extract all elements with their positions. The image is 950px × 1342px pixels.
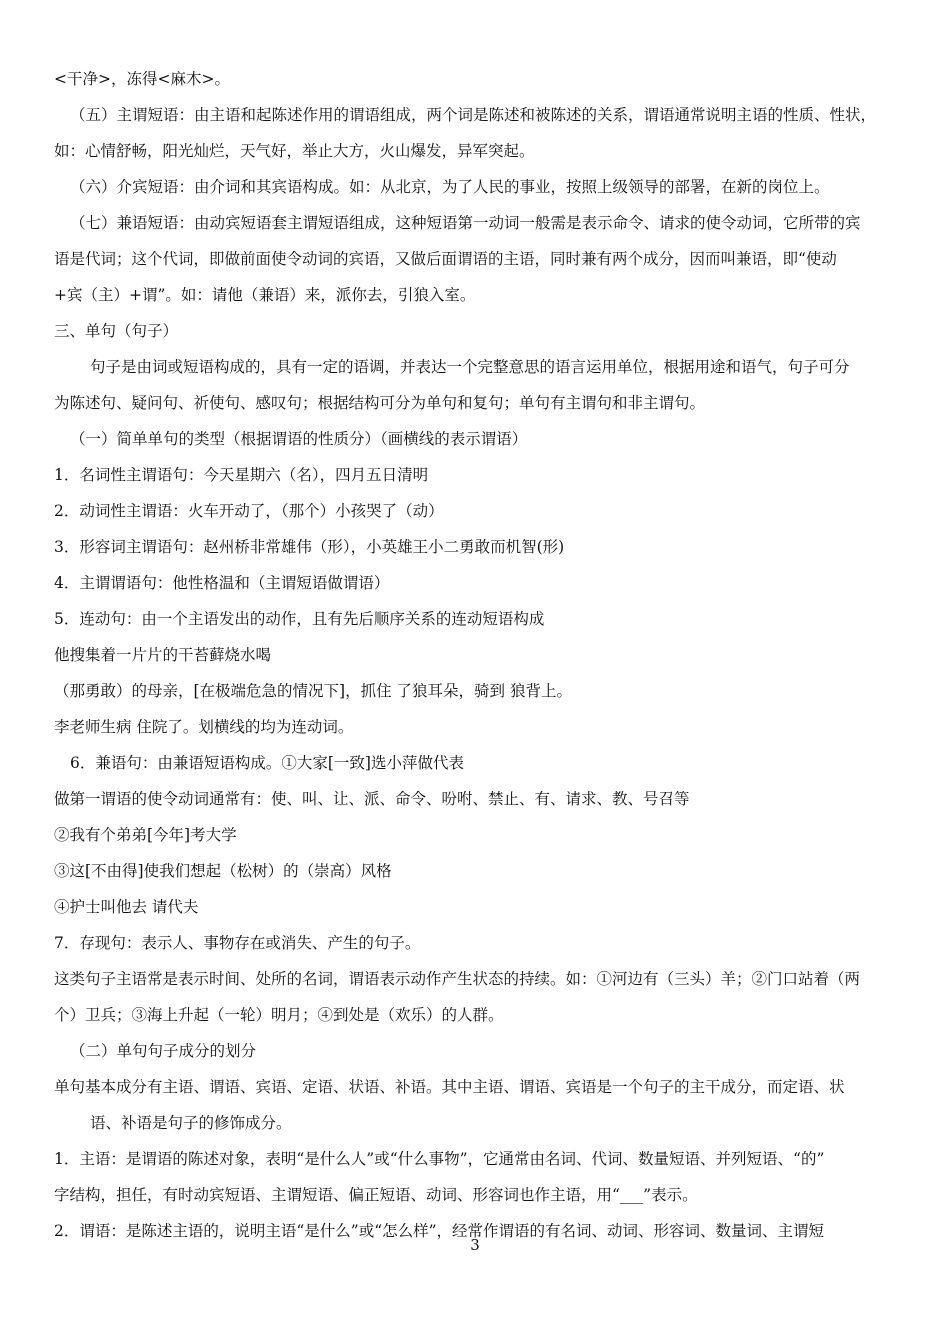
text-line: 为陈述句、疑问句、祈使句、感叹句；根据结构可分为单句和复句；单句有主谓句和非主谓句。 (54, 394, 706, 412)
text-line: 1．主语：是谓语的陈述对象，表明“是什么人”或“什么事物”，它通常由名词、代词、数量短语、并列短语、“的” (54, 1150, 825, 1168)
page-number: 3 (470, 1236, 480, 1254)
text-line: ③这[不由得]使我们想起（松树）的（崇高）风格 (54, 862, 392, 880)
text-line: （六）介宾短语：由介词和其宾语构成。如：从北京，为了人民的事业，按照上级领导的部署，在新的岗位上。 (70, 178, 830, 196)
text-line: 做第一谓语的使令动词通常有：使、叫、让、派、命令、吩咐、禁止、有、请求、教、号召等 (54, 790, 690, 808)
text-line: ④护士叫他去 请代夫 (54, 898, 199, 916)
text-line: ②我有个弟弟[今年]考大学 (54, 826, 237, 844)
subsection-heading: （二）单句句子成分的划分 (70, 1042, 257, 1060)
text-line: 3．形容词主谓语句：赵州桥非常雄伟（形），小英雄王小二勇敢而机智(形) (54, 538, 565, 556)
text-line: 语是代词；这个代词，即做前面使令动词的宾语，又做后面谓语的主语，同时兼有两个成分，因而叫兼语，即“使动 (54, 250, 837, 268)
text-line: 5．连动句：由一个主语发出的动作，且有先后顺序关系的连动短语构成 (54, 610, 545, 628)
text-line: +宾（主）+谓”。如：请他（兼语）来，派你去，引狼入室。 (54, 286, 476, 304)
text-line: 1．名词性主谓语句：今天星期六（名），四月五日清明 (54, 466, 429, 484)
text-line: 如：心情舒畅，阳光灿烂，天气好，举止大方，火山爆发，异军突起。 (54, 142, 535, 160)
text-line: 单句基本成分有主语、谓语、宾语、定语、状语、补语。其中主语、谓语、宾语是一个句子的主干成分，而定语、状 (54, 1078, 845, 1096)
text-line: <干净>，冻得<麻木>。 (54, 70, 230, 88)
text-line: 2．谓语：是陈述主语的，说明主语“是什么”或“怎么样”，经常作谓语的有名词、动词、形容词、数量词、主谓短 (54, 1222, 825, 1240)
text-line: 句子是由词或短语构成的，具有一定的语调，并表达一个完整意思的语言运用单位，根据用途和语气，句子可分 (90, 358, 850, 376)
text-line: 2．动词性主谓语：火车开动了，（那个）小孩哭了（动） (54, 502, 444, 520)
text-line: （五）主谓短语：由主语和起陈述作用的谓语组成，两个词是陈述和被陈述的关系，谓语通常说明主语的性质、性状， (70, 106, 877, 124)
text-line: （七）兼语短语：由动宾短语套主谓短语组成，这种短语第一动词一般需是表示命令、请求的使令动词，它所带的宾 (70, 214, 861, 232)
subsection-heading: （一）简单单句的类型（根据谓语的性质分）（画横线的表示谓语） (70, 430, 528, 448)
section-heading: 三、单句（句子） (54, 322, 179, 340)
text-line: 语、补语是句子的修饰成分。 (90, 1114, 292, 1132)
text-line: 7．存现句：表示人、事物存在或消失、产生的句子。 (54, 934, 421, 952)
text-line: （那勇敢）的母亲，[在极端危急的情况下]，抓住 了狼耳朵，骑到 狼背上。 (54, 682, 572, 700)
text-line: 4．主谓谓语句：他性格温和（主谓短语做谓语） (54, 574, 390, 592)
text-line: 李老师生病 住院了。划横线的均为连动词。 (54, 718, 354, 736)
text-line: 他搜集着一片片的干苔藓烧水喝 (54, 646, 272, 664)
text-line: 这类句子主语常是表示时间、处所的名词，谓语表示动作产生状态的持续。如：①河边有（三头）羊；②门口站着（两 (54, 970, 861, 988)
text-line: 6．兼语句：由兼语短语构成。①大家[一致]选小萍做代表 (70, 754, 464, 772)
text-line: 个）卫兵；③海上升起（一轮）明月；④到处是（欢乐）的人群。 (54, 1006, 504, 1024)
text-line: 字结构，担任，有时动宾短语、主谓短语、偏正短语、动词、形容词也作主语，用“___”表示。 (54, 1186, 698, 1204)
